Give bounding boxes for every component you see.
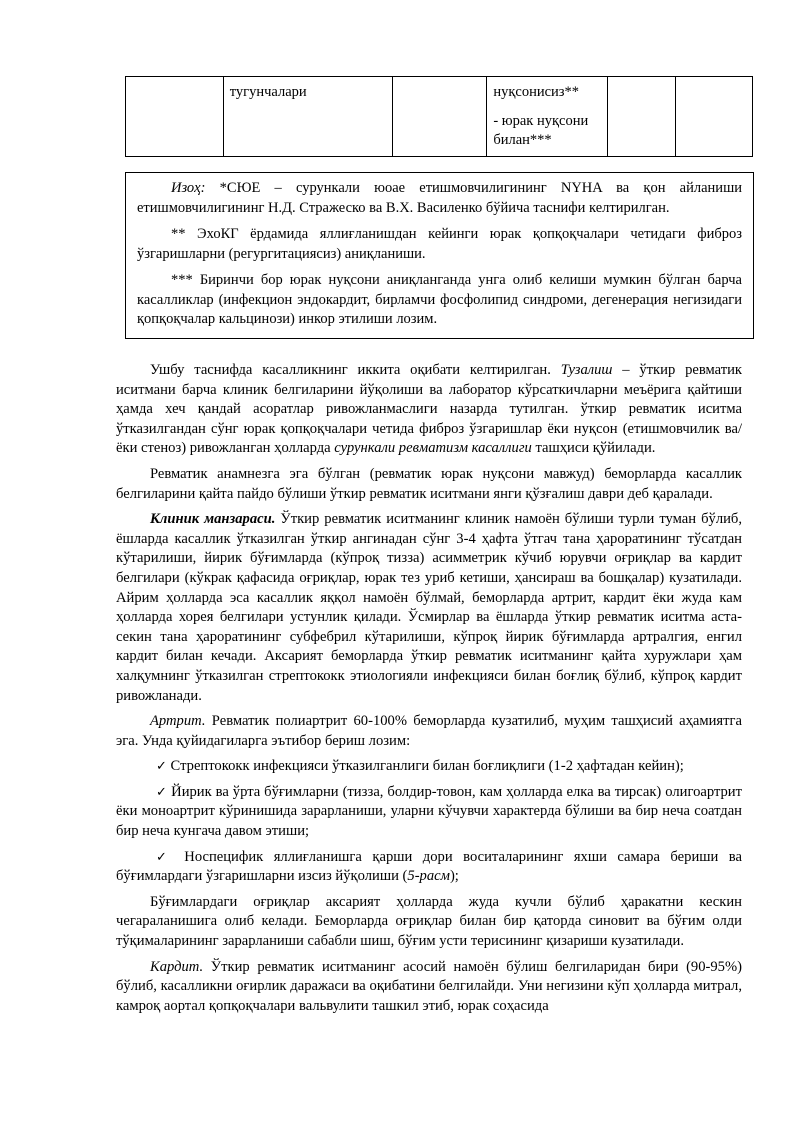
checkmark-icon: ✓ (156, 759, 167, 775)
table-notes (125, 172, 754, 339)
table-cell-defect (487, 77, 608, 157)
list-item: ✓ Йирик ва ўрта бўғимларни (тизза, болдир-товон, кам ҳолларда елка ва тирсак) олигоартрит ёки моноартрит кўринишида зарарланиши, уларни кўчувчи характерда бўлиши ва бир неча соатдан бир неча кунгача давом этиши; (116, 783, 742, 840)
table-cell-nodules: тугунчалари (223, 77, 392, 157)
paragraph-carditis: Кардит. Ўткир ревматик иситманинг асосий намоён бўлиш белгиларидан бири (90-95%) бўлиб, касалликни оғирлик даражаси ва оқибатини белгилайди. Уни негизини кўп ҳолларда митрал, камроқ аортал қопқоқчалари вальвулити ташкил этиб, юрак соҳасида (116, 958, 742, 1014)
table-cell-empty-1 (126, 77, 224, 157)
classification-table-fragment (125, 76, 753, 157)
table-cell-empty-3 (392, 77, 487, 157)
cell-text-with-defect: - юрак нуқсони билан*** (493, 113, 589, 148)
figure-reference: 5-расм (407, 868, 450, 885)
paragraph-clinical-picture: Клиник манзараси. Ўткир ревматик иситманинг клиник намоён бўлиши турли туман бўлиб, ёшларда касаллик ўтказилган ўткир ангинадан сўнг 3-4 ҳафта ўтгач тана ҳароратининг тўсатдан кўтарилиши, йирик бўғимларда (кўпроқ тизза) асимметрик кўчиб юрувчи оғриқлар ва кардит белгилари (кўкрак қафасида оғриқлар, юрак тез уриб кетиши, ҳансираш ва бошқалар) кузатилади. Айрим ҳолларда эса касаллик яққол намоён бўлмай, беморларда артрит, кардит ёки жуда кам ҳолларда хорея белгилари устунлик қилади. Ўсмирлар ва ёшларда ўткир ревматик иситма аста-секин тана ҳароратининг субфебрил кўтарилиши, кўпроқ йирик бўғимларда артралгия, енгил кардит билан кечади. Аксарият беморларда ўткир ревматик иситманинг қайта хуружлари ҳам халқумнинг ўтказилган стрептококк этиологияли инфекцияси билан боғлиқ бўлиб, кўпроқ кардит ривожланади. (116, 511, 742, 704)
cell-text-without-defect: нуқсонисиз** (493, 84, 580, 100)
table-cell-empty-5 (608, 77, 676, 157)
heading-clinical-picture: Клиник манзараси. (150, 511, 276, 528)
term-chronic-rheumatic: сурункали ревматизм касаллиги (334, 440, 532, 457)
paragraph-outcomes: Ушбу таснифда касалликнинг иккита оқибати келтирилган. Тузалиш – ўткир ревматик иситмани барча клиник белгиларини йўқолиши ва лаборатор кўрсаткичларни меъёрига қайтиши ҳамда хеч қандай асоратлар ривожланмаслиги назарда тутилган. ўткир ревматик иситма ўтказилгандан сўнг юрак қопқоқчалари четида фиброз ўзгаришлар ёки нуқсон (етишмовчилик ва/ёки стеноз) ривожланган ҳолларда сурункали ревматизм касаллиги ташҳиси қўйилади. (116, 362, 742, 457)
main-text (116, 361, 742, 1022)
list-item: ✓ Носпецифик яллиғланишга қарши дори воситаларининг яхши самара бериши ва бўғимлардаги ўзгаришларни изсиз йўқолиши (5-расм); (116, 848, 742, 885)
heading-carditis: Кардит. (150, 958, 204, 975)
checkmark-icon: ✓ (156, 784, 168, 800)
note-3: *** Биринчи бор юрак нуқсони аниқланганда унга олиб келиши мумкин бўлган барча касалликлар (инфекцион эндокардит, бирламчи фосфолипид синдроми, дегенерация негизидаги қопқоқчалар кальцинози) инкор этилиши лозим. (137, 272, 742, 327)
list-item: ✓ Стрептококк инфекцияси ўтказилганлиги билан боғлиқлиги (1-2 ҳафтадан кейин); (156, 758, 684, 775)
paragraph-recurrence: Ревматик анамнезга эга бўлган (ревматик юрак нуқсони мавжуд) беморларда касаллик белгиларини қайта пайдо бўлиши ўткир ревматик иситмани янги қўзғалиш даври деб қаралади. (116, 465, 742, 502)
note-2: ** ЭхоКГ ёрдамида яллиғланишдан кейинги юрак қопқоқчалари четидаги фиброз ўзгаришларни (регургитациясиз) аниқланиши. (137, 226, 742, 262)
paragraph-arthritis: Артрит. Ревматик полиартрит 60-100% беморларда кузатилиб, муҳим ташҳисий аҳамиятга эга. Унда қуйидагиларга эътибор бериш лозим: (116, 713, 742, 749)
note-1: Изоҳ: *СЮЕ – сурункали юоае етишмовчилигининг NYHA ва қон айланиши етишмовчилигининг Н.Д. Стражеско ва В.Х. Василенко бўйича таснифи келтирилган. (137, 180, 742, 216)
checkmark-icon: ✓ (156, 849, 174, 865)
table-row (126, 77, 753, 157)
note-label: Изоҳ: (171, 180, 206, 196)
paragraph-joint-pain: Бўғимлардаги оғриқлар аксарият ҳолларда жуда кучли бўлиб ҳаракатни кескин чегараланишига олиб келади. Беморларда оғриқлар билан бир қаторда синовит ва бўғим олди тўқималарининг зарарланиши сабабли шиш, бўғим усти терисининг қизариши кузатилади. (116, 893, 742, 950)
heading-arthritis: Артрит. (150, 713, 206, 730)
table-cell-empty-6 (676, 77, 753, 157)
term-recovery: Тузалиш – (560, 362, 630, 378)
